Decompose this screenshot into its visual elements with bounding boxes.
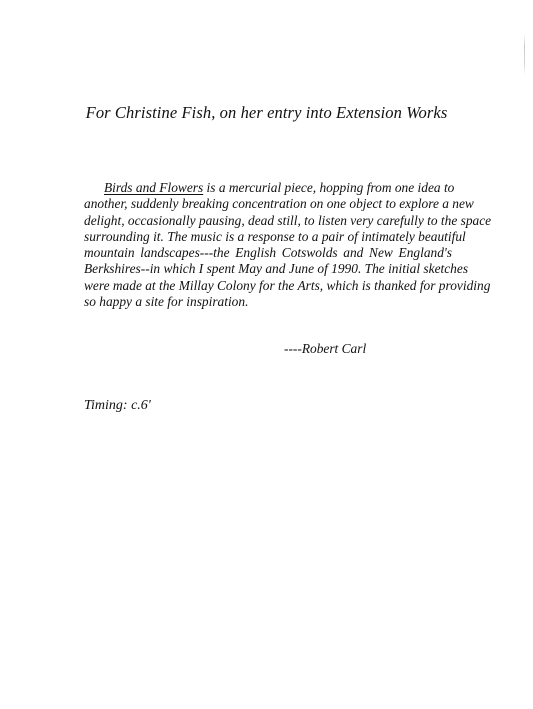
dedication-line: For Christine Fish, on her entry into Extension Works [85, 103, 448, 122]
program-note-line-4: surrounding it. The music is a response to a pair of intimately beautiful [84, 228, 466, 244]
signature: ----Robert Carl [284, 341, 367, 356]
program-note-line-1 [84, 180, 455, 196]
program-note-line-2: another, suddenly breaking concentration on one object to explore a new [84, 196, 474, 212]
program-note-line-3: delight, occasionally pausing, dead still, to listen very carefully to the space [84, 212, 492, 228]
program-note-text: is a mercurial piece, hopping from one idea to [203, 180, 455, 195]
program-note-line-6: Berkshires--in which I spent May and June of 1990. The initial sketches [84, 261, 469, 277]
scan-edge-mark [524, 34, 525, 76]
program-note [84, 180, 492, 310]
timing-note: Timing: c.6' [84, 398, 151, 413]
work-title: Birds and Flowers [104, 180, 204, 195]
program-note-line-5: mountain landscapes---the English Cotswolds and New England's [84, 245, 452, 261]
program-note-line-7: were made at the Millay Colony for the Arts, which is thanked for providing [84, 277, 491, 293]
program-note-line-8: so happy a site for inspiration. [84, 294, 249, 310]
